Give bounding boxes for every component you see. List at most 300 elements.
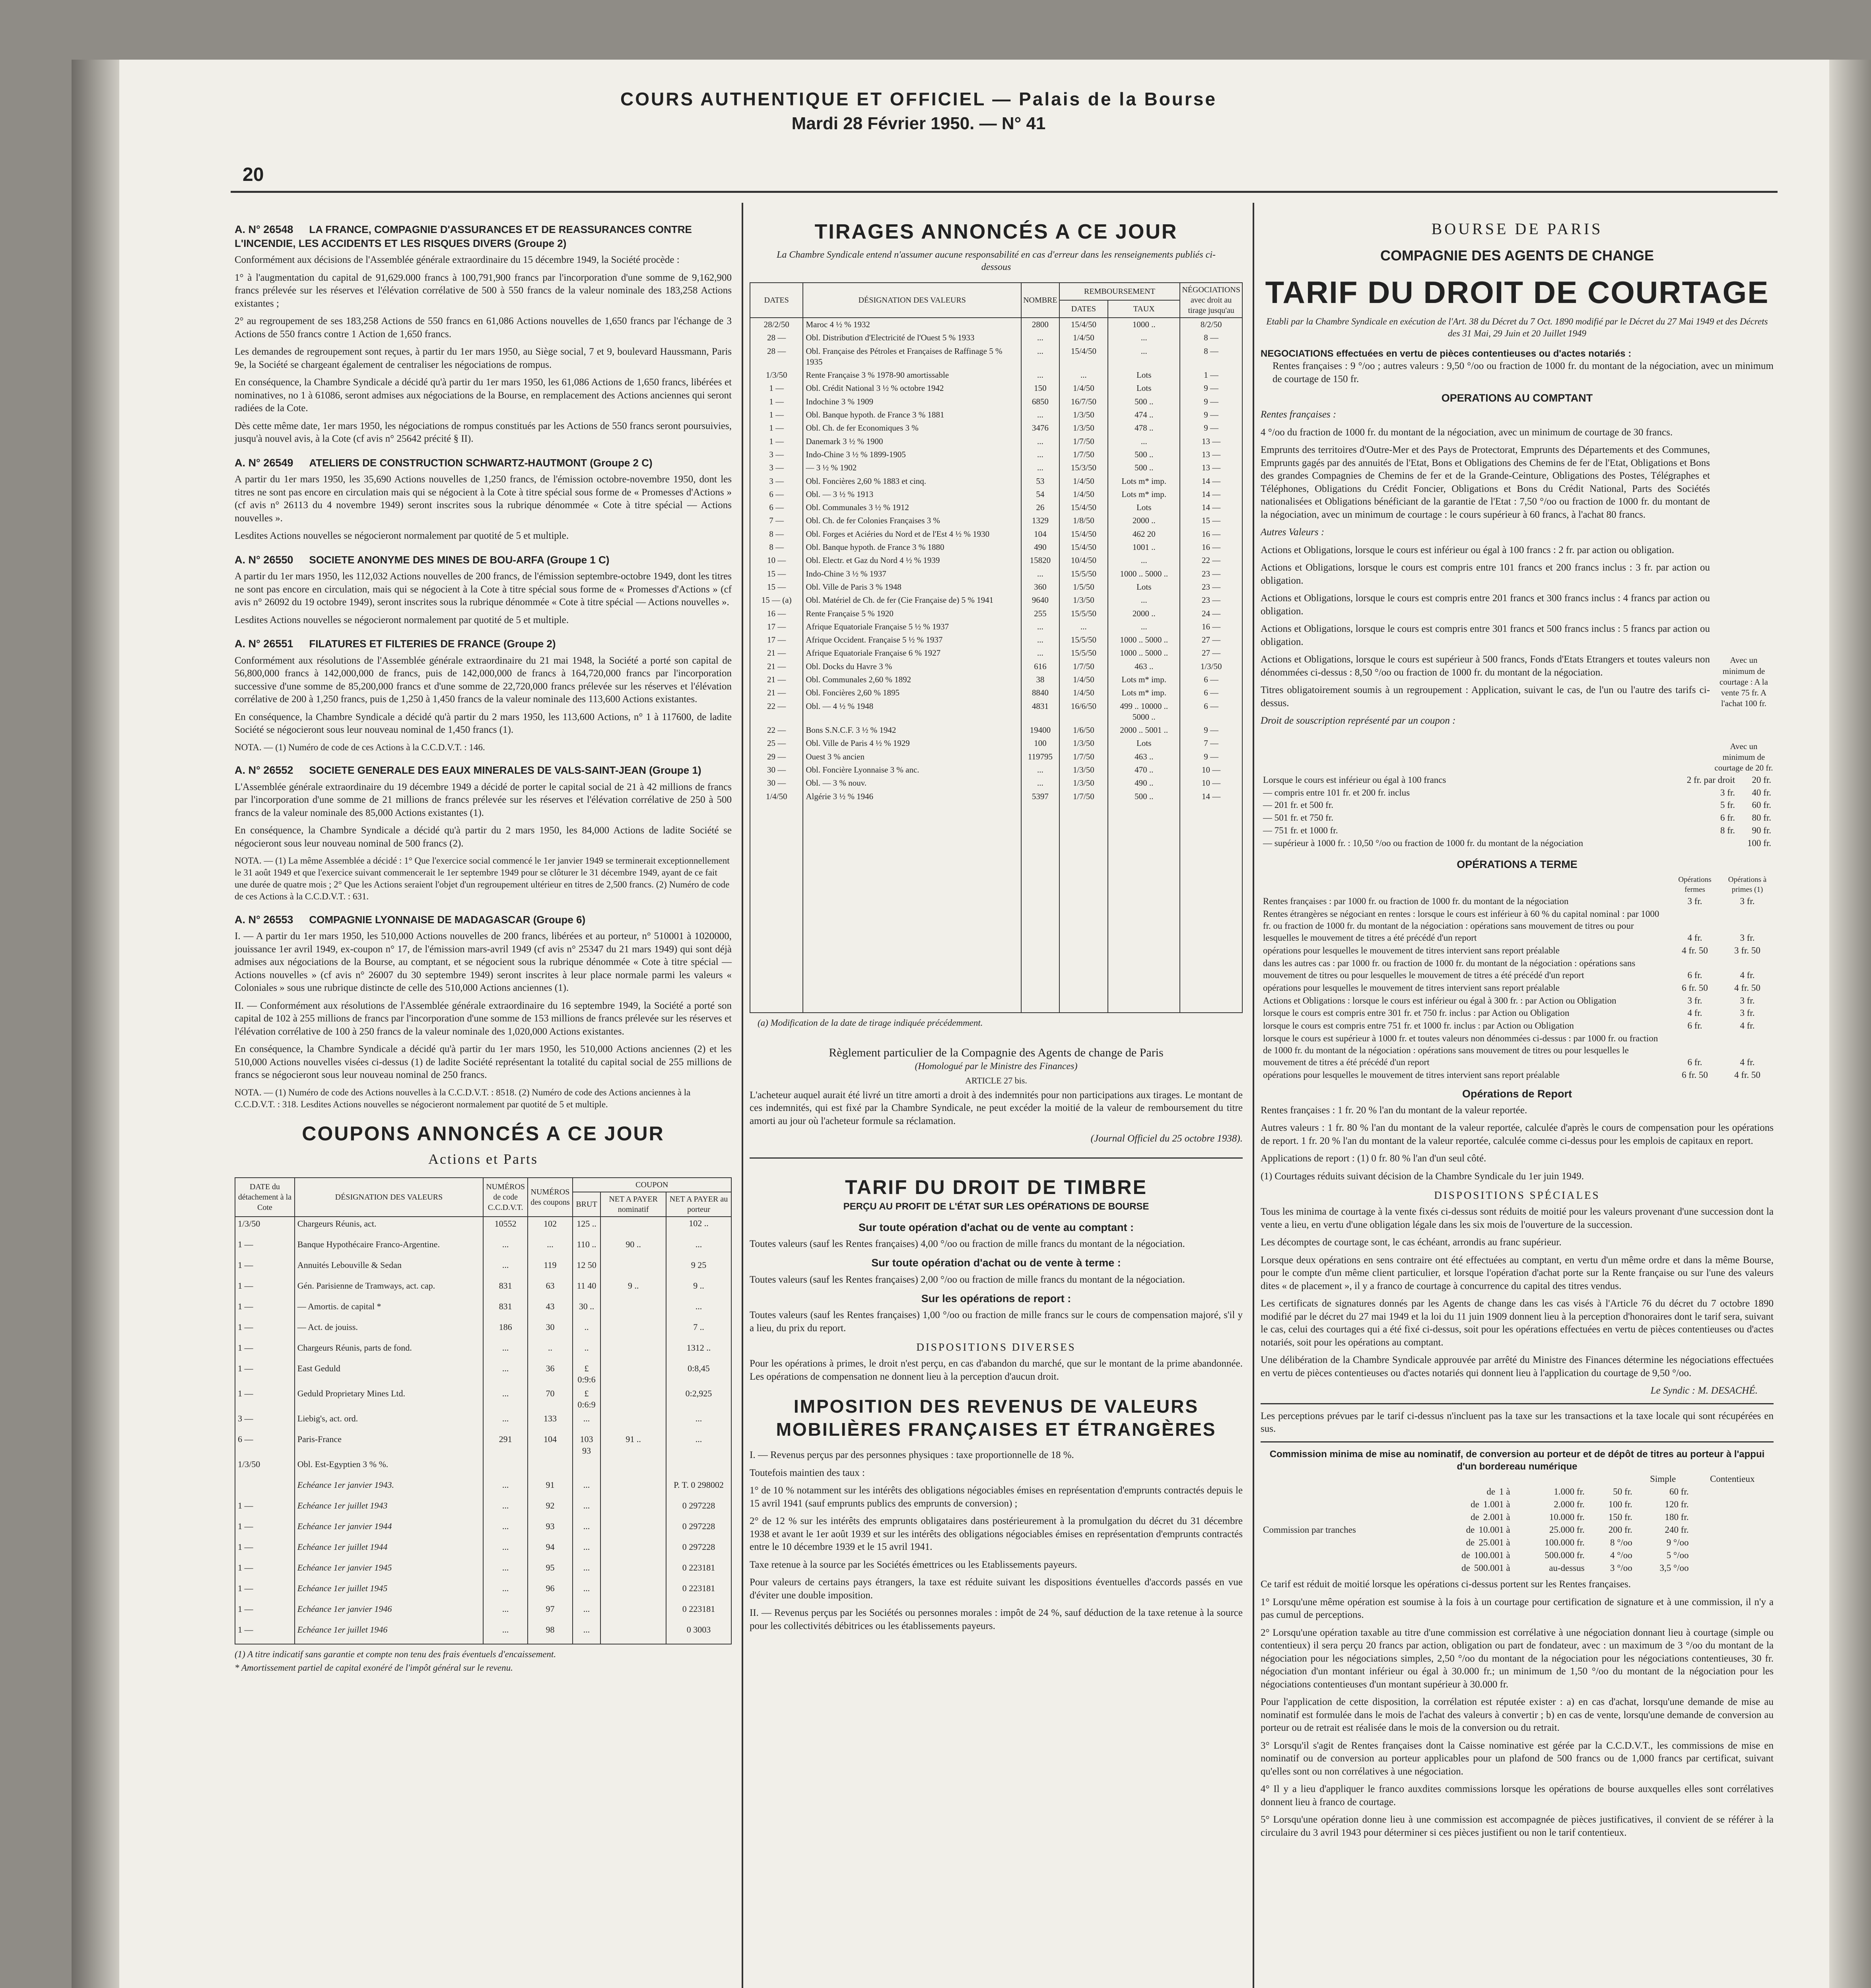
coupon-cell: 0 223181	[666, 1602, 731, 1623]
coupon-cell: 1 —	[235, 1561, 295, 1582]
notice-paragraph: En conséquence, la Chambre Syndicale a décidé qu'à partir du 2 mars 1950, les 113,600 Actions, n° 1 à 117600, de ladite Société se négocieront sous leur nouveau nominal de 1,450 francs (1).	[235, 711, 732, 735]
comptant-paragraph: Droit de souscription représenté par un coupon :	[1261, 715, 1456, 726]
tirage-cell: 1/4/50	[1059, 686, 1108, 699]
tirages-footnote: (a) Modification de la date de tirage indiquée précédemment.	[758, 1017, 983, 1028]
commission-label	[1261, 1485, 1424, 1498]
tirage-cell: 6 —	[1180, 673, 1242, 686]
tirage-cell: 500 ..	[1108, 395, 1180, 408]
terme-cell: lorsque le cours est supérieur à 1000 fr. et toutes valeurs non dénommées ci-dessus : par 1000 fr. ou fraction de 1000 fr. du montant de la négociation : opérations sans mouvement de titres ou pour lesquelles le mouvement de titres a été précédé d'un report	[1263, 1033, 1658, 1068]
terme-row	[1261, 944, 1774, 957]
notice-paragraph: Lesdites Actions nouvelles se négocieront normalement par quotité de 5 et multiple.	[235, 614, 569, 625]
left-column	[235, 223, 732, 1674]
souscription-row	[1261, 799, 1774, 812]
commission-label	[1261, 1549, 1424, 1562]
coupon-cell: Echéance 1er janvier 1943.	[295, 1478, 483, 1499]
coupon-row	[235, 1499, 731, 1520]
commission-row	[1261, 1498, 1774, 1511]
coupon-cell: ...	[483, 1520, 528, 1540]
souscription-row	[1261, 786, 1774, 799]
souscription-cell: 6 fr.	[1720, 813, 1735, 823]
coupon-cell: 104	[528, 1433, 572, 1458]
commission-row	[1261, 1511, 1774, 1524]
tirage-cell: 9 —	[1180, 421, 1242, 435]
terme-cell: 6 fr. 50	[1682, 982, 1708, 993]
tirages-title: TIRAGES ANNONCÉS A CE JOUR	[814, 220, 1178, 243]
tirage-row	[750, 700, 1242, 724]
tirage-row	[750, 737, 1242, 750]
tirage-cell: Afrique Equatoriale Française 6 % 1927	[803, 646, 1021, 660]
notice-paragraph: Dès cette même date, 1er mars 1950, les négociations de rompus constitués par les Actions de 550 francs seront poursuivies, jusqu'à nouvel avis, à la Cote (cf avis n° 25642 précité § II).	[235, 420, 732, 444]
tirage-cell: ...	[1108, 554, 1180, 567]
tirage-cell: 2000 .. 5001 ..	[1108, 724, 1180, 737]
tirage-cell: 1000 .. 5000 ..	[1108, 633, 1180, 646]
souscription-cell: 90 fr.	[1752, 825, 1771, 836]
commission-col-simple: Simple	[1650, 1474, 1676, 1484]
tirage-cell: Afrique Equatoriale Française 5 ½ % 1937	[803, 620, 1021, 633]
tirage-cell: 28 —	[750, 331, 803, 344]
tirage-cell: ...	[1021, 369, 1059, 382]
tirage-cell: 1/7/50	[1059, 790, 1108, 803]
tirage-cell: 500 ..	[1108, 461, 1180, 474]
commission-cell: 3,5 °/oo	[1659, 1563, 1689, 1573]
notice-title: COMPAGNIE LYONNAISE DE MADAGASCAR (Groupe 6)	[309, 913, 586, 926]
tirage-cell: Rente Française 3 % 1978-90 amortissable	[803, 369, 1021, 382]
terme-cell: 4 fr. 50	[1682, 945, 1708, 955]
coupon-cell: 1 —	[235, 1279, 295, 1300]
coupon-cell: Echéance 1er juillet 1943	[295, 1499, 483, 1520]
imposition-paragraph: 1° de 10 % notamment sur les intérêts des obligations négociables émises en représentation d'emprunts contractés depuis le 15 avril 1941 (sauf emprunts publics des emprunts de conversion) ;	[750, 1485, 1243, 1509]
tirage-row	[750, 750, 1242, 763]
imposition-paragraph: II. — Revenus perçus par les Sociétés ou personnes morales : impôt de 24 %, sauf déduction de la taxe retenue à la source pour les collectivités débitrices ou les établissements payeurs.	[750, 1607, 1243, 1631]
comptant-side-notes	[1710, 408, 1774, 773]
tirage-cell: 1001 ..	[1108, 541, 1180, 554]
terme-cell: lorsque le cours est compris entre 751 fr. et 1000 fr. inclus : par Action ou Obligation	[1263, 1021, 1574, 1031]
comptant-paragraph: Actions et Obligations, lorsque le cours est inférieur ou égal à 100 francs : 2 fr. par action ou obligation.	[1261, 544, 1675, 555]
commission-prefix: de	[1486, 1487, 1496, 1497]
coupon-cell: 1/3/50	[235, 1458, 295, 1478]
commission-prefix: de	[1466, 1537, 1475, 1547]
comptant-paragraph: Emprunts des territoires d'Outre-Mer et des Pays de Protectorat, Emprunts des Départements et des Communes, Emprunts gagés par des annuités de l'Etat, Bons et Obligations des Chemins de fer de l'Etat, Obligations et Bons des grandes Compagnies de Chemins de fer et de la Grande-Ceinture, Obligations des Postes, Télégraphes et Téléphones, Obligations du Crédit Foncier, Obligations et Bons du Crédit National, Parts des Sociétés nationalisées et Obligations bénéficiant de la garantie de l'Etat : 7,50 °/oo ou fraction de 1000 fr. du montant de la négociation, avec un minimum de courtage : le cours supérieur à 60 francs, à l'achat 80 francs.	[1261, 445, 1710, 520]
tirage-cell: 1000 ..	[1108, 318, 1180, 331]
coupon-cell: Echéance 1er juillet 1946	[295, 1623, 483, 1644]
coupon-cell: 1 —	[235, 1387, 295, 1412]
notice-number: A. N° 26548	[235, 223, 293, 235]
coupon-cell: 1 —	[235, 1540, 295, 1561]
commission-row	[1261, 1562, 1774, 1574]
coupon-cell: ...	[573, 1623, 601, 1644]
compagnie-title: COMPAGNIE DES AGENTS DE CHANGE	[1380, 247, 1654, 264]
terme-cell: 6 fr.	[1687, 1057, 1702, 1068]
coupon-cell: — Act. de jouiss.	[295, 1320, 483, 1341]
coupon-cell: 133	[528, 1412, 572, 1433]
tirage-cell: 14 —	[1180, 790, 1242, 803]
souscription-row	[1261, 837, 1774, 850]
bourse-title: BOURSE DE PARIS	[1431, 220, 1603, 238]
commission-cell: 180 fr.	[1665, 1512, 1689, 1522]
commission-cell: 10.000 fr.	[1549, 1512, 1585, 1522]
coupon-cell	[600, 1520, 666, 1540]
tirage-cell: Obl. Foncières 2,60 % 1883 et cinq.	[803, 475, 1021, 488]
coupon-row	[235, 1320, 731, 1341]
coupon-cell	[600, 1561, 666, 1582]
tirage-cell: 8 —	[750, 528, 803, 541]
coupon-cell	[600, 1341, 666, 1362]
terme-cell: 3 fr.	[1687, 896, 1702, 907]
tirage-cell: 1/4/50	[750, 790, 803, 803]
coupons-col-nominatif: NET A PAYER nominatif	[600, 1192, 666, 1217]
coupon-cell: 102	[528, 1217, 572, 1238]
tirage-cell: 1/7/50	[1059, 660, 1108, 673]
commission-note: 5° Lorsqu'une opération donne lieu à une commission est accompagnée de pièces justificatives, il convient de se référer à la circulaire du 3 avril 1943 pour déterminer si ces pièces justifient ou non le tarif contentieux.	[1261, 1814, 1774, 1838]
notice-heading	[235, 637, 732, 651]
coupon-cell: £ 0:9:6	[573, 1362, 601, 1387]
coupon-cell: 1 —	[235, 1499, 295, 1520]
commission-label	[1261, 1511, 1424, 1524]
tirage-cell: 16 —	[1180, 528, 1242, 541]
tirage-cell: 6 —	[1180, 700, 1242, 724]
tirage-cell: Obl. Communales 2,60 % 1892	[803, 673, 1021, 686]
tirages-col-neg: NÉGOCIATIONS avec droit au tirage jusqu'au	[1180, 283, 1242, 318]
tirage-cell: 100	[1021, 737, 1059, 750]
coupon-cell	[600, 1258, 666, 1279]
tirage-cell: 1/5/50	[1059, 580, 1108, 594]
coupon-cell: — Amortis. de capital *	[295, 1300, 483, 1320]
coupon-cell: ...	[483, 1499, 528, 1520]
notice-note: NOTA. — (1) Numéro de code des Actions nouvelles à la C.C.D.V.T. : 8518. (2) Numéro de code des Actions anciennes à la C.C.D.V.T. : 318. Lesdites Actions nouvelles se négocieront normalement par quotité de 5 et multiple.	[235, 1087, 691, 1109]
tirage-cell: 1 —	[750, 435, 803, 448]
tirage-cell: ...	[1108, 620, 1180, 633]
coupon-cell: ...	[483, 1238, 528, 1258]
tirage-cell: 1/6/50	[1059, 724, 1108, 737]
commission-cell: 5 °/oo	[1666, 1550, 1689, 1560]
tirage-row	[750, 395, 1242, 408]
notice-paragraph: L'Assemblée générale extraordinaire du 19 décembre 1949 a décidé de porter le capital social de 21 à 42 millions de francs par l'incorporation d'une somme de 21 millions de francs prélevée sur les réserves et l'élévation corrélative de 250 à 500 francs de la valeur nominale des 85,000 Actions existantes (1).	[235, 781, 732, 818]
tirage-cell: Obl. Electr. et Gaz du Nord 4 ½ % 1939	[803, 554, 1021, 567]
tirage-cell: 17 —	[750, 633, 803, 646]
tirage-row	[750, 777, 1242, 790]
tirage-row	[750, 763, 1242, 777]
coupon-cell: 10552	[483, 1217, 528, 1238]
coupon-cell	[666, 1458, 731, 1478]
tirages-col-taux: TAUX	[1108, 300, 1180, 318]
coupon-cell: Obl. Est-Egyptien 3 % %.	[295, 1458, 483, 1478]
coupon-cell: Chargeurs Réunis, act.	[295, 1217, 483, 1238]
speciales-paragraph: Les certificats de signatures donnés par les Agents de change dans les cas visés à l'Article 76 du décret du 7 octobre 1890 modifié par le décret du 27 mai 1949 et la loi du 11 juin 1909 donnent lieu à la perception d'honoraires dont le tarif sera, suivant le cas, celui des courtages qui a été fixé ci-dessus, soit pour les opérations effectuées en vertu de pièces contentieuses ou d'actes notariés, soit pour les opérations au comptant.	[1261, 1298, 1774, 1348]
tirage-cell: 15 —	[750, 567, 803, 580]
coupon-cell: 0:2,925	[666, 1387, 731, 1412]
tirage-cell: Obl. Banque hypoth. de France 3 % 1880	[803, 541, 1021, 554]
souscription-cell: — compris entre 101 fr. et 200 fr. inclus	[1263, 787, 1410, 798]
coupon-cell: 1 —	[235, 1602, 295, 1623]
tirage-cell: 1000 .. 5000 ..	[1108, 646, 1180, 660]
tirage-cell: 3 —	[750, 475, 803, 488]
terme-cell: 4 fr. 50	[1734, 982, 1760, 993]
tirage-row	[750, 607, 1242, 620]
tirage-cell: 463 ..	[1108, 750, 1180, 763]
commission-cell: 1.000 fr.	[1554, 1487, 1585, 1497]
terme-row	[1261, 957, 1774, 982]
tirage-cell: 1000 .. 5000 ..	[1108, 567, 1180, 580]
timbre-h3: Sur les opérations de report :	[921, 1293, 1071, 1305]
page-header	[131, 88, 1706, 134]
souscription-cell: 5 fr.	[1720, 800, 1735, 810]
imposition-paragraph: I. — Revenus perçus par des personnes physiques : taxe proportionnelle de 18 %.	[750, 1450, 1074, 1461]
coupon-cell: 0 3003	[666, 1623, 731, 1644]
coupon-cell: ...	[483, 1387, 528, 1412]
speciales-title: DISPOSITIONS SPÉCIALES	[1434, 1189, 1600, 1202]
tirage-cell: 8 —	[1180, 345, 1242, 369]
coupon-cell: Echéance 1er janvier 1944	[295, 1520, 483, 1540]
tirage-row	[750, 331, 1242, 344]
commission-row	[1261, 1536, 1774, 1549]
tirage-cell: 14 —	[1180, 488, 1242, 501]
coupons-subtitle: Actions et Parts	[428, 1151, 538, 1167]
tirage-cell: 28 —	[750, 345, 803, 369]
tirage-row	[750, 369, 1242, 382]
imposition-text	[750, 1449, 1243, 1633]
tirage-cell: 16/7/50	[1059, 395, 1108, 408]
tirage-cell: 1/3/50	[1059, 421, 1108, 435]
tirage-cell: 1/7/50	[1059, 750, 1108, 763]
reglement-subtitle: (Homologué par le Ministre des Finances)	[915, 1061, 1078, 1072]
souscription-cell	[1671, 837, 1737, 850]
tirages-col-remb: REMBOURSEMENT	[1059, 283, 1180, 300]
notice-heading	[235, 223, 732, 250]
commission-table	[1261, 1473, 1774, 1574]
tirage-cell: ...	[1108, 435, 1180, 448]
terme-cell: lorsque le cours est compris entre 301 fr. et 750 fr. inclus : par Action ou Obligation	[1263, 1008, 1570, 1018]
coupon-cell: ...	[666, 1433, 731, 1458]
tirage-cell: 1/4/50	[1059, 475, 1108, 488]
tirage-cell: 1329	[1021, 514, 1059, 527]
speciales-text	[1261, 1206, 1774, 1380]
tirage-cell: 15/4/50	[1059, 345, 1108, 369]
tirage-cell: ...	[1059, 620, 1108, 633]
coupon-cell	[600, 1362, 666, 1387]
report-paragraph: Applications de report : (1) 0 fr. 80 % l'an d'un seul côté.	[1261, 1153, 1486, 1164]
tirage-cell: 10 —	[1180, 763, 1242, 777]
tirage-cell: Lots	[1108, 369, 1180, 382]
coupon-cell: 102 ..	[666, 1217, 731, 1238]
side-note-2: Avec un minimum de courtage de 20 fr.	[1714, 741, 1773, 773]
coupon-cell: ..	[573, 1320, 601, 1341]
terme-row	[1261, 982, 1774, 994]
tirage-cell: Algérie 3 ½ % 1946	[803, 790, 1021, 803]
tirage-cell: 1/3/50	[1059, 408, 1108, 421]
comptant-paragraph: 4 °/oo du fraction de 1000 fr. du montant de la négociation, avec un minimum de courtage de 30 francs.	[1261, 427, 1673, 438]
coupon-cell: £ 0:6:9	[573, 1387, 601, 1412]
coupon-row	[235, 1458, 731, 1478]
notice-paragraph: A partir du 1er mars 1950, les 35,690 Actions nouvelles de 1,250 francs, de l'émission octobre-novembre 1950, dont les titres ne sont pas encore en circulation mais qui se négocient à la Cote à titre spécial sous forme de « Promesses d'Actions » (cf avis n° 26113 du 4 novembre 1949) seront inscrites sous la rubrique dénommée « Cote à titre spécial — Actions nouvelles ».	[235, 474, 732, 524]
notice-number: A. N° 26551	[235, 638, 293, 650]
tirage-cell: 13 —	[1180, 461, 1242, 474]
coupon-cell: 90 ..	[600, 1238, 666, 1258]
coupon-cell: 125 ..	[573, 1217, 601, 1238]
reglement-source: (Journal Officiel du 25 octobre 1938).	[1090, 1133, 1243, 1144]
tirage-cell: 1/3/50	[1059, 737, 1108, 750]
imposition-paragraph: Toutefois maintien des taux :	[750, 1467, 865, 1478]
coupon-cell: Liebig's, act. ord.	[295, 1412, 483, 1433]
terme-cell: 3 fr.	[1740, 933, 1755, 943]
commission-prefix: de	[1461, 1563, 1470, 1573]
coupons-footnote-2: * Amortissement partiel de capital exonéré de l'impôt général sur le revenu.	[235, 1662, 513, 1673]
tirage-cell: 23 —	[1180, 580, 1242, 594]
report-paragraph: Rentes françaises : 1 fr. 20 % l'an du montant de la valeur reportée.	[1261, 1105, 1527, 1116]
coupon-cell: 43	[528, 1300, 572, 1320]
tirage-row	[750, 514, 1242, 527]
tirage-cell: ...	[1021, 777, 1059, 790]
tirage-cell: 1/4/50	[1059, 673, 1108, 686]
tirage-cell: 2000 ..	[1108, 607, 1180, 620]
tirage-cell: ...	[1021, 633, 1059, 646]
coupons-title: COUPONS ANNONCÉS A CE JOUR	[302, 1122, 664, 1145]
coupon-cell: 9 25	[666, 1258, 731, 1279]
tirage-cell: Obl. — 3 ½ % 1913	[803, 488, 1021, 501]
tirages-subtitle: La Chambre Syndicale entend n'assumer aucune responsabilité en cas d'erreur dans les renseignements publiés ci-dessous	[777, 249, 1216, 272]
perceptions-text: Les perceptions prévues par le tarif ci-dessus n'incluent pas la taxe sur les transactions et la taxe locale qui sont récupérées en sus.	[1261, 1410, 1774, 1435]
tirage-cell: 21 —	[750, 673, 803, 686]
timbre-p1: Toutes valeurs (sauf les Rentes françaises) 4,00 °/oo ou fraction de mille francs du montant de la négociation.	[750, 1238, 1185, 1249]
commission-note: 4° Il y a lieu d'appliquer le franco auxdites commissions lorsque les opérations de bourse auxquelles elles sont corrélatives donnent lieu à franco de courtage.	[1261, 1784, 1774, 1807]
tirage-cell: ...	[1021, 448, 1059, 461]
tirage-cell: 30 —	[750, 777, 803, 790]
coupon-cell: 91	[528, 1478, 572, 1499]
coupon-cell: 91 ..	[600, 1433, 666, 1458]
tirage-cell: 255	[1021, 607, 1059, 620]
coupon-row	[235, 1433, 731, 1458]
coupons-col-designation: DÉSIGNATION DES VALEURS	[295, 1178, 483, 1217]
coupon-cell: ...	[483, 1341, 528, 1362]
tirage-cell: Obl. Communales 3 ½ % 1912	[803, 501, 1021, 514]
coupon-cell: 103 93	[573, 1433, 601, 1458]
tirage-row	[750, 448, 1242, 461]
tirage-cell: ...	[1021, 408, 1059, 421]
notice-title: ATELIERS DE CONSTRUCTION SCHWARTZ-HAUTMONT (Groupe 2 C)	[309, 456, 653, 469]
notice-heading	[235, 763, 732, 778]
coupon-cell: 1 —	[235, 1300, 295, 1320]
tirage-cell: Obl. Ch. de fer Colonies Françaises 3 %	[803, 514, 1021, 527]
tirage-cell: 1 —	[750, 408, 803, 421]
coupon-cell: 9 ..	[666, 1279, 731, 1300]
tirage-cell: 4831	[1021, 700, 1059, 724]
notice-paragraph: 2° au regroupement de ses 183,258 Actions de 550 francs en 61,086 Actions nouvelles de 1,650 francs par l'échange de 3 Actions de 550 francs contre 1 Action de 1,650 francs.	[235, 316, 732, 340]
comptant-text	[1261, 408, 1710, 773]
tirage-cell: 616	[1021, 660, 1059, 673]
tirage-cell: 14 —	[1180, 475, 1242, 488]
commission-cell: de 1.001 à	[1471, 1499, 1510, 1510]
coupon-cell: 1 —	[235, 1582, 295, 1602]
coupon-cell: 831	[483, 1279, 528, 1300]
tirage-cell: ...	[1021, 567, 1059, 580]
tirage-cell: Bons S.N.C.F. 3 ½ % 1942	[803, 724, 1021, 737]
commission-label	[1261, 1562, 1424, 1574]
tirage-cell: 10 —	[1180, 777, 1242, 790]
notice-block	[235, 553, 732, 627]
terme-cell: 3 fr.	[1740, 896, 1755, 907]
terme-cell: 6 fr.	[1687, 1021, 1702, 1031]
tirage-cell: 15/4/50	[1059, 528, 1108, 541]
tirage-cell: 16/6/50	[1059, 700, 1108, 724]
comptant-paragraph: Rentes françaises :	[1261, 409, 1337, 420]
tirage-cell: Lots m* imp.	[1108, 475, 1180, 488]
tirage-empty-row	[750, 803, 1242, 1013]
commission-cell: 4 °/oo	[1610, 1550, 1632, 1560]
tirage-row	[750, 528, 1242, 541]
notice-note: NOTA. — (1) Numéro de code de ces Actions à la C.C.D.V.T. : 146.	[235, 742, 485, 752]
coupon-cell: 831	[483, 1300, 528, 1320]
tirages-col-designation: DÉSIGNATION DES VALEURS	[803, 283, 1021, 318]
tirage-cell: 1/7/50	[1059, 435, 1108, 448]
coupon-cell: ...	[483, 1478, 528, 1499]
terme-col-primes: Opérations à primes (1)	[1728, 876, 1767, 894]
commission-prefix: de	[1461, 1550, 1470, 1560]
coupon-cell: Chargeurs Réunis, parts de fond.	[295, 1341, 483, 1362]
tirage-cell: Lots m* imp.	[1108, 488, 1180, 501]
commission-cell: de 10.001 à	[1466, 1524, 1510, 1535]
coupon-cell: 0 297228	[666, 1499, 731, 1520]
coupon-cell: ...	[483, 1540, 528, 1561]
tirage-cell: ...	[1108, 345, 1180, 369]
terme-row	[1261, 895, 1774, 908]
tirage-cell: 5397	[1021, 790, 1059, 803]
coupon-cell: ..	[528, 1341, 572, 1362]
reglement-title: Règlement particulier de la Compagnie des Agents de change de Paris	[829, 1046, 1164, 1059]
coupon-cell: ...	[483, 1623, 528, 1644]
tirage-cell: ...	[1021, 620, 1059, 633]
coupon-cell: Echéance 1er juillet 1944	[295, 1540, 483, 1561]
tirage-cell: 6850	[1021, 395, 1059, 408]
coupon-cell: ...	[573, 1561, 601, 1582]
tirage-cell: 8/2/50	[1180, 318, 1242, 331]
coupon-cell: 6 —	[235, 1433, 295, 1458]
commission-cell: 50 fr.	[1613, 1487, 1632, 1497]
tirage-cell: 1/4/50	[1059, 488, 1108, 501]
commission-prefix: de	[1471, 1499, 1479, 1510]
terme-table	[1261, 875, 1774, 1081]
header-date: Mardi 28 Février 1950. — N° 41	[791, 114, 1046, 133]
notice-note: NOTA. — (1) La même Assemblée a décidé : 1° Que l'exercice social commencé le 1er janvier 1949 se terminerait exceptionnellement le 31 août 1949 et que l'exercice suivant commencerait le 1er septembre 1949 pour se clôturer le 31 décembre 1949, ayant de ce fait une durée de quatre mois ; 2° Que les Actions seraient l'objet d'un regroupement ultérieur en titres de 2,500 francs. (2) Numéro de code de ces Actions à la C.C.D.V.T. : 631.	[235, 856, 730, 902]
header-title: COURS AUTHENTIQUE ET OFFICIEL — Palais de la Bourse	[620, 89, 1217, 109]
coupon-cell: 12 50	[573, 1258, 601, 1279]
commission-row	[1261, 1549, 1774, 1562]
coupon-cell: 0:8,45	[666, 1362, 731, 1387]
souscription-cell: 3 fr.	[1720, 787, 1735, 798]
terme-cell: opérations pour lesquelles le mouvement de titres intervient sans report préalable	[1263, 945, 1560, 955]
timbre-p3: Toutes valeurs (sauf les Rentes françaises) 1,00 °/oo ou fraction de mille francs sur le cours de compensation majoré, s'il y a lieu, du prix du report.	[750, 1310, 1243, 1334]
tirage-cell: 9 —	[1180, 408, 1242, 421]
comptant-title: OPERATIONS AU COMPTANT	[1441, 392, 1593, 404]
tirage-row	[750, 382, 1242, 395]
coupon-cell: 98	[528, 1623, 572, 1644]
notice-paragraph: 1° à l'augmentation du capital de 91,629.000 francs à 100,791,900 francs par l'incorporation d'une somme de 9,162,900 francs prélevée sur les réserves et l'élévation corrélative de 500 à 550 francs de la valeur nominale des 183,258 Actions existantes ;	[235, 272, 732, 309]
coupon-cell: Banque Hypothécaire Franco-Argentine.	[295, 1238, 483, 1258]
souscription-cell: 40 fr.	[1752, 787, 1771, 798]
coupon-cell: 1312 ..	[666, 1341, 731, 1362]
column-divider-1	[742, 203, 743, 1988]
souscription-cell: — 201 fr. et 500 fr.	[1263, 800, 1333, 810]
tirage-cell: 1/4/50	[1059, 382, 1108, 395]
coupon-cell	[600, 1300, 666, 1320]
tirage-row	[750, 633, 1242, 646]
coupons-table	[235, 1177, 732, 1645]
tirages-col-nombre: NOMBRE	[1021, 283, 1059, 318]
tirage-cell: 1/3/50	[750, 369, 803, 382]
tirage-empty-cell	[1180, 803, 1242, 1013]
terme-cell: 6 fr.	[1687, 970, 1702, 980]
coupon-row	[235, 1520, 731, 1540]
coupon-cell	[600, 1217, 666, 1238]
tirage-cell: 499 .. 10000 .. 5000 ..	[1108, 700, 1180, 724]
